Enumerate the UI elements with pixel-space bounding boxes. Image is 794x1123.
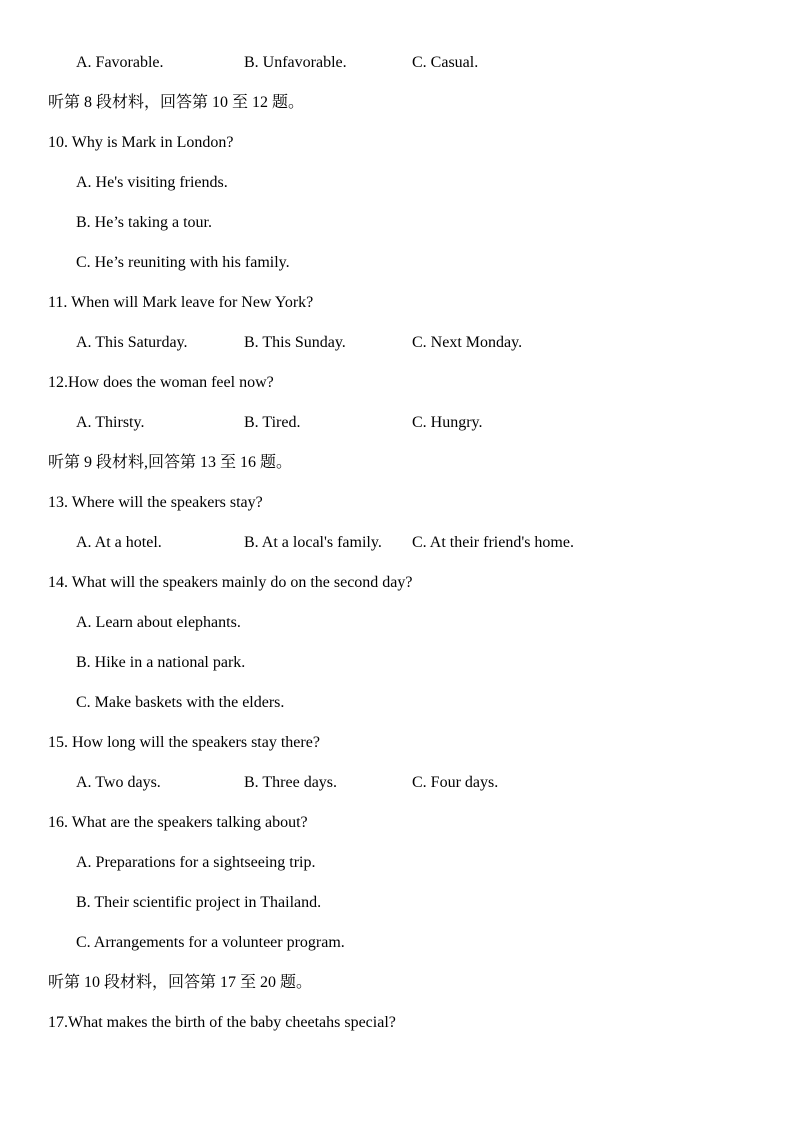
section-heading-8: 听第 8 段材料，回答第 10 至 12 题。 — [48, 94, 305, 111]
question-12-option-c: C. Hungry. — [412, 414, 483, 431]
question-16-option-a: A. Preparations for a sightseeing trip. — [76, 854, 316, 871]
question-16: 16. What are the speakers talking about? — [48, 814, 308, 831]
question-10-option-b: B. He’s taking a tour. — [76, 214, 212, 231]
question-10-option-a: A. He's visiting friends. — [76, 174, 228, 191]
question-13-option-a: A. At a hotel. — [76, 534, 162, 551]
question-10: 10. Why is Mark in London? — [48, 134, 234, 151]
question-12-option-a: A. Thirsty. — [76, 414, 145, 431]
question-10-option-c: C. He’s reuniting with his family. — [76, 254, 290, 271]
question-14-option-c: C. Make baskets with the elders. — [76, 694, 285, 711]
question-11-option-c: C. Next Monday. — [412, 334, 523, 351]
question-13-option-c: C. At their friend's home. — [412, 534, 574, 551]
question-16-option-c: C. Arrangements for a volunteer program. — [76, 934, 345, 951]
question-17: 17.What makes the birth of the baby cheetahs special? — [48, 1014, 396, 1031]
question-13: 13. Where will the speakers stay? — [48, 494, 263, 511]
question-14-option-b: B. Hike in a national park. — [76, 654, 246, 671]
question-11-option-a: A. This Saturday. — [76, 334, 188, 351]
question-12: 12.How does the woman feel now? — [48, 374, 274, 391]
question-12-option-b: B. Tired. — [244, 414, 301, 431]
question-16-option-b: B. Their scientific project in Thailand. — [76, 894, 322, 911]
option-c-casual: C. Casual. — [412, 54, 479, 71]
question-11: 11. When will Mark leave for New York? — [48, 294, 314, 311]
section-heading-10: 听第 10 段材料，回答第 17 至 20 题。 — [48, 974, 313, 991]
question-15: 15. How long will the speakers stay there? — [48, 734, 320, 751]
question-15-option-c: C. Four days. — [412, 774, 499, 791]
question-11-option-b: B. This Sunday. — [244, 334, 346, 351]
question-13-option-b: B. At a local's family. — [244, 534, 382, 551]
question-14: 14. What will the speakers mainly do on the second day? — [48, 574, 413, 591]
option-b-unfavorable: B. Unfavorable. — [244, 54, 347, 71]
section-heading-9: 听第 9 段材料,回答第 13 至 16 题。 — [48, 454, 293, 471]
question-15-option-a: A. Two days. — [76, 774, 161, 791]
question-14-option-a: A. Learn about elephants. — [76, 614, 241, 631]
option-a-favorable: A. Favorable. — [76, 54, 164, 71]
question-15-option-b: B. Three days. — [244, 774, 338, 791]
